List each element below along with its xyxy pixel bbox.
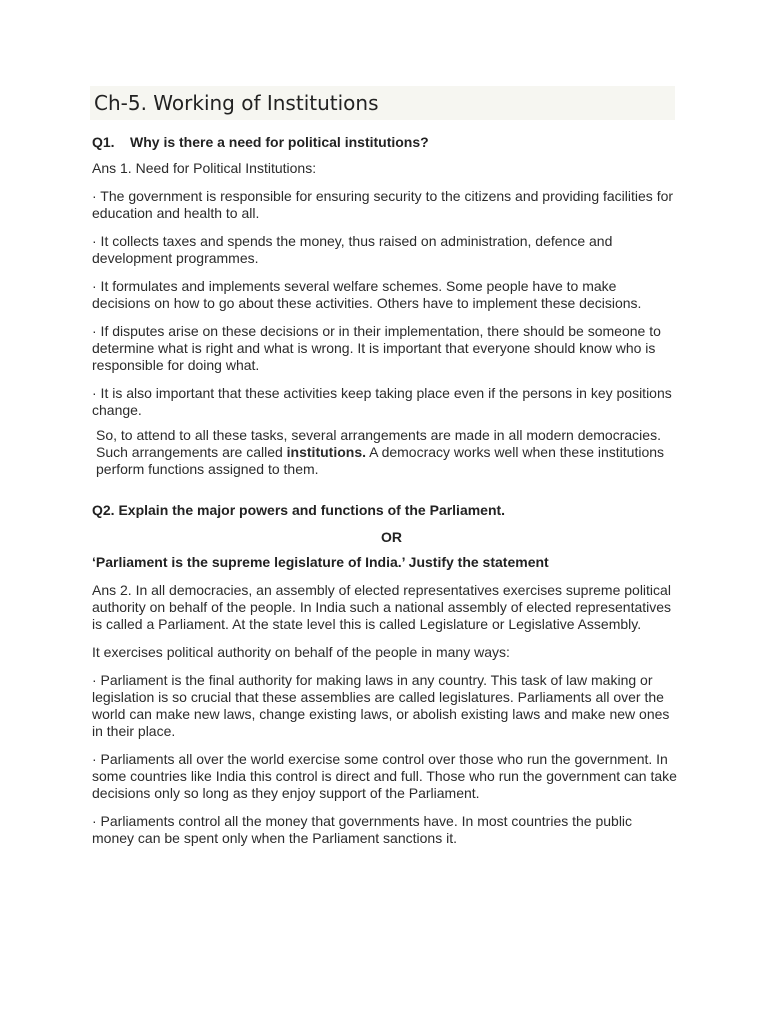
question-2-alt: ‘Parliament is the supreme legislature of India.’ Justify the statement [92, 554, 549, 570]
page-title: Ch-5. Working of Institutions [94, 91, 379, 115]
answer-1-bullet: · If disputes arise on these decisions or in their implementation, there should be someone to determine what is right and what is wrong. It is important that everyone should know who is responsible for doing what. [92, 323, 661, 373]
conclusion-text: So, to attend to all these tasks, several arrangements are made in all modern democracies. Such arrangements are called [96, 427, 661, 460]
question-1 [92, 134, 677, 151]
or-separator: OR [381, 529, 402, 545]
answer-2-lead: It exercises political authority on behalf of the people in many ways: [92, 644, 510, 660]
question-2: Q2. Explain the major powers and functions of the Parliament. [92, 502, 506, 518]
answer-1-bullet: · It collects taxes and spends the money, thus raised on administration, defence and development programmes. [92, 233, 613, 266]
answer-1-bullet: · It is also important that these activities keep taking place even if the persons in key positions change. [92, 385, 672, 418]
conclusion-text-end: A democracy works well when these institutions perform functions assigned to them. [96, 444, 665, 477]
answer-2-bullet: · Parliament is the final authority for making laws in any country. This task of law making or legislation is so crucial that these assemblies are called legislatures. Parliaments all over the world can make new laws, change existing laws, or abolish existing laws and make new ones in their place. [92, 672, 670, 739]
answer-2-intro: Ans 2. In all democracies, an assembly of elected representatives exercises supreme political authority on behalf of the people. In India such a national assembly of elected representatives is called a Parliament. At the state level this is called Legislature or Legislative Assembly. [92, 582, 672, 632]
question-1-text: Why is there a need for political institutions? [130, 134, 429, 150]
answer-1-conclusion [92, 427, 677, 478]
answer-1-bullet: · It formulates and implements several welfare schemes. Some people have to make decisions on how to go about these activities. Others have to implement these decisions. [92, 278, 642, 311]
conclusion-bold-term: institutions. [286, 444, 366, 460]
title-bar [90, 86, 675, 120]
answer-2-bullet: · Parliaments control all the money that governments have. In most countries the public money can be spent only when the Parliament sanctions it. [92, 813, 633, 846]
document-content [92, 86, 677, 847]
answer-1-heading: Ans 1. Need for Political Institutions: [92, 160, 317, 176]
question-1-number: Q1. [92, 134, 115, 150]
answer-2-bullet: · Parliaments all over the world exercise some control over those who run the government. In some countries like India this control is direct and full. Those who run the government can take decisions only so long as they enjoy support of the Parliament. [92, 751, 677, 801]
answer-1-bullet: · The government is responsible for ensuring security to the citizens and providing facilities for education and health to all. [92, 188, 674, 221]
